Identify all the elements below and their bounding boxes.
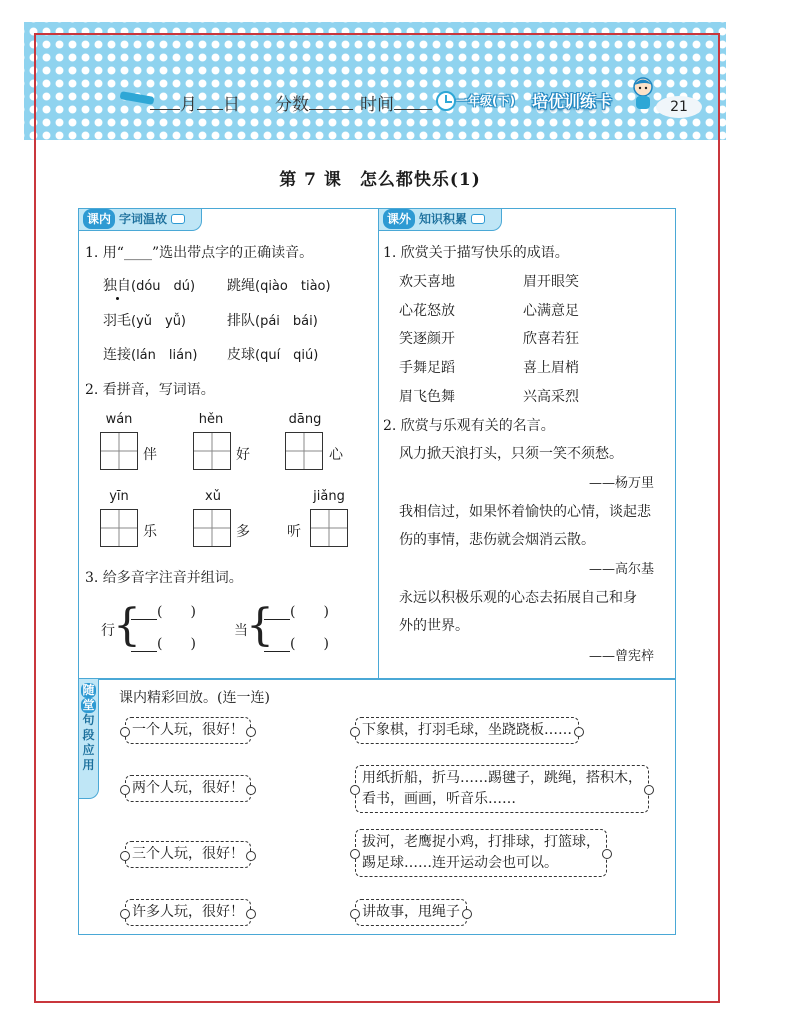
brace: { [113,600,141,651]
activity-line: 踢足球……连开运动会也可以。 [362,855,558,871]
grade-label: 一年级(下) [456,94,515,108]
writing-grid[interactable] [310,509,348,547]
idiom: 心满意足 [523,303,579,319]
pinyin-choice-item[interactable] [227,344,318,364]
idiom: 欢天喜地 [399,274,455,290]
question-1: 1. 欣赏关于描写快乐的成语。 [383,245,569,261]
section-tag-extracurricular [379,209,502,231]
idiom: 欣喜若狂 [523,331,579,347]
given-char: 听 [287,524,301,540]
given-char: 乐 [143,524,157,540]
question-2: 2. 欣赏与乐观有关的名言。 [383,418,555,434]
word: 连接 [103,347,131,363]
pinyin-choice-item[interactable] [227,310,318,330]
given-char: 好 [236,447,250,463]
idiom: 兴高采烈 [523,389,579,405]
word: 独自 [103,275,131,295]
pinyin-label: yīn [109,489,129,504]
idiom: 眉飞色舞 [399,389,455,405]
tag-prefix: 课外 [383,209,415,229]
quote-author: ——杨万里 [589,476,655,491]
tag-label: 知识积累 [419,212,468,226]
activity-line: 用纸折船，折马……踢毽子，跳绳，搭积木， [362,770,642,786]
paren-blank[interactable]: ( ) [290,636,329,652]
match-left-item[interactable]: 三个人玩，很好！ [125,841,251,868]
quote-line: 外的世界。 [399,618,469,634]
quote-line: 我相信过，如果怀着愉快的心情，谈起悲 [399,504,651,520]
pinyin-options: (dóu dú) [131,279,196,294]
answer-line[interactable] [131,619,157,620]
matching-instruction: 课内精彩回放。(连一连) [119,690,270,706]
idiom: 喜上眉梢 [523,360,579,376]
polyphone-char: 行 [101,623,115,639]
polyphone-char: 当 [234,623,248,639]
activity-line: 讲故事，甩绳子 [362,904,460,920]
writing-grid[interactable] [193,509,231,547]
tag-prefix: 课内 [83,209,115,229]
brand-title: 培优训练卡 [532,92,613,111]
writing-grid[interactable] [100,509,138,547]
activity-line: 看书，画画，听音乐…… [362,791,516,807]
answer-line[interactable] [264,651,290,652]
quote-line: 伤的事情，悲伤就会烟消云散。 [399,532,595,548]
answer-line[interactable] [264,619,290,620]
match-left-item[interactable]: 两个人玩，很好！ [125,775,251,802]
score-label: 分数 [275,95,309,115]
tag-char: 随 [82,683,95,697]
idiom: 手舞足蹈 [399,360,455,376]
tag-label: 字词温故 [119,212,168,226]
pinyin-label: xǔ [205,489,221,504]
tag-char: 段 [82,728,95,742]
given-char: 多 [236,524,250,540]
word: 跳绳 [227,278,255,294]
pinyin-choice-item[interactable] [227,275,331,295]
answer-line[interactable] [131,651,157,652]
month-label: 月 [180,95,197,115]
tag-char: 用 [82,758,95,772]
tag-char: 句 [82,713,95,727]
match-right-item[interactable] [355,717,579,744]
idiom: 心花怒放 [399,303,455,319]
word: 羽毛 [103,313,131,329]
quote-line: 风力掀天浪打头，只须一笑不须愁。 [399,446,623,462]
time-label: 时间 [360,95,394,115]
match-left-item[interactable]: 许多人玩，很好！ [125,899,251,926]
pinyin-label: jiǎng [313,489,345,504]
question-2: 2. 看拼音，写词语。 [85,382,215,398]
activity-line: 下象棋，打羽毛球，坐跷跷板…… [362,722,572,738]
section-tag-in-class [79,209,202,231]
paren-blank[interactable]: ( ) [290,604,329,620]
idiom: 笑逐颜开 [399,331,455,347]
extracurricular-knowledge-panel [378,208,676,680]
activity-line: 拔河，老鹰捉小鸡，打排球，打篮球， [362,834,600,850]
pinyin-choice-item[interactable] [103,310,186,330]
paren-blank[interactable]: ( ) [157,636,196,652]
book-icon [171,214,185,224]
day-label: 日 [223,95,240,115]
quote-author: ——曾宪梓 [589,649,655,664]
idiom: 眉开眼笑 [523,274,579,290]
pinyin-options: (pái bái) [255,314,318,329]
quote-line: 永远以积极乐观的心态去拓展自己和身 [399,590,637,606]
quote-author: ——高尔基 [589,562,655,577]
match-right-item[interactable] [355,829,607,877]
sentence-application-panel [78,678,676,935]
match-right-item[interactable] [355,899,467,926]
match-right-item[interactable] [355,765,649,813]
tag-char: 堂 [82,698,95,712]
word: 排队 [227,313,255,329]
pinyin-label: hěn [198,412,224,427]
pinyin-options: (yǔ yǚ) [131,314,187,329]
book-icon [471,214,485,224]
match-left-item[interactable]: 一个人玩，很好！ [125,717,251,744]
question-3: 3. 给多音字注音并组词。 [85,570,243,586]
paren-blank[interactable]: ( ) [157,604,196,620]
pinyin-options: (qiào tiào) [255,279,331,294]
question-1: 1. 用“____”选出带点字的正确读音。 [85,245,314,261]
pinyin-options: (quí qiú) [255,348,319,363]
brace: { [246,600,274,651]
tag-char: 应 [82,743,95,757]
given-char: 心 [329,447,343,463]
pinyin-choice-item[interactable] [103,275,195,295]
pinyin-label: dāng [288,412,322,427]
pinyin-choice-item[interactable] [103,344,197,364]
writing-grid[interactable] [100,432,138,470]
lesson-title: 第 7 课 怎么都快乐(1) [279,170,481,190]
given-char: 伴 [143,447,157,463]
writing-grid[interactable] [193,432,231,470]
in-class-vocab-panel [78,208,379,680]
writing-grid[interactable] [285,432,323,470]
word: 皮球 [227,347,255,363]
section-tag-application [79,679,99,799]
page-number: 21 [656,96,702,118]
pinyin-options: (lán lián) [131,348,198,363]
pinyin-label: wán [105,412,133,427]
